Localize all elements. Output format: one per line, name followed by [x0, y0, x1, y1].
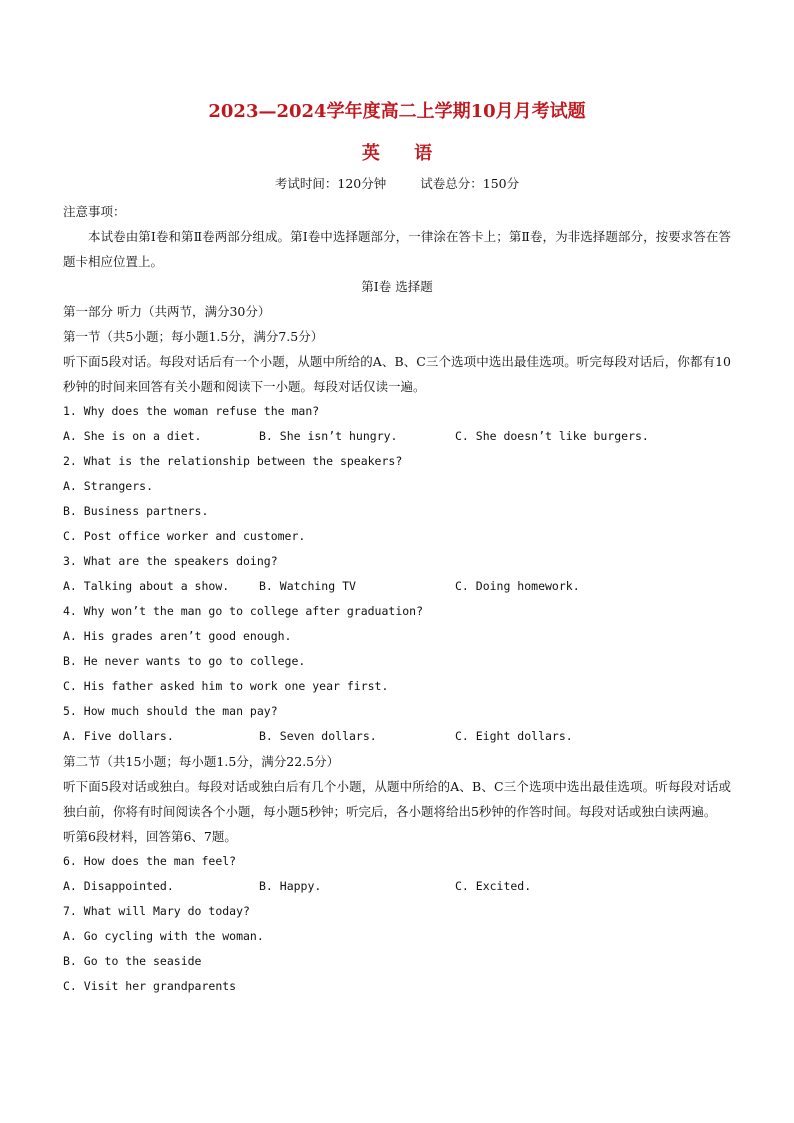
- subject-title: 英 语: [361, 143, 447, 164]
- question-4-stem: 4. Why won’t the man go to college after graduation?: [63, 604, 424, 618]
- section1-heading: 第一节（共5小题；每小题1.5分，满分7.5分）: [63, 329, 324, 344]
- option-b: B. He never wants to go to college.: [63, 654, 306, 668]
- exam-meta: [0, 174, 794, 192]
- notes-heading: 注意事项：: [63, 204, 126, 219]
- option-b: B. Watching TV: [259, 579, 356, 593]
- exam-body: [63, 199, 731, 999]
- notes-text: 本试卷由第Ⅰ卷和第Ⅱ卷两部分组成。第Ⅰ卷中选择题部分，一律涂在答卡上；第Ⅱ卷，为非选择题部分，按要求答在答题卡相应位置上。: [63, 229, 731, 269]
- section2-heading: 第二节（共15小题；每小题1.5分，满分22.5分）: [63, 754, 340, 769]
- question-5-options: [63, 724, 731, 749]
- option-c: C. Doing homework.: [455, 579, 580, 593]
- option-b: B. Go to the seaside: [63, 954, 202, 968]
- part-heading: 第一部分 听力（共两节，满分30分）: [63, 304, 271, 319]
- question-7-stem: 7. What will Mary do today?: [63, 904, 250, 918]
- option-a: A. His grades aren’t good enough.: [63, 629, 292, 643]
- exam-score: 试卷总分：150分: [420, 176, 520, 191]
- option-c: C. Post office worker and customer.: [63, 529, 306, 543]
- question-6-options: [63, 874, 731, 899]
- option-c: C. She doesn’t like burgers.: [455, 429, 649, 443]
- option-a: A. Talking about a show.: [63, 579, 230, 593]
- option-a: A. Go cycling with the woman.: [63, 929, 264, 943]
- material-note: 听第6段材料，回答第6、7题。: [63, 829, 237, 844]
- option-c: C. Visit her grandparents: [63, 979, 237, 993]
- option-b: B. She isn’t hungry.: [259, 429, 398, 443]
- section2-instructions: 听下面5段对话或独白。每段对话或独白后有几个小题，从题中所给的A、B、C三个选项中选出最佳选项。听每段对话或独白前，你将有时间阅读各个小题，每小题5秒钟；听完后，各小题将给出5秒钟的作答时间。每段对话或独白读两遍。: [63, 779, 731, 819]
- question-6-stem: 6. How does the man feel?: [63, 854, 237, 868]
- option-b: B. Business partners.: [63, 504, 209, 518]
- option-a: A. Strangers.: [63, 479, 154, 493]
- option-b: B. Happy.: [259, 879, 322, 893]
- section1-instructions: 听下面5段对话。每段对话后有一个小题，从题中所给的A、B、C三个选项中选出最佳选项。听完每段对话后，你都有10秒钟的时间来回答有关小题和阅读下一小题。每段对话仅读一遍。: [63, 354, 731, 394]
- exam-time: 考试时间：120分钟: [274, 176, 387, 191]
- option-a: A. Five dollars.: [63, 729, 174, 743]
- option-c: C. His father asked him to work one year first.: [63, 679, 389, 693]
- question-1-options: [63, 424, 731, 449]
- question-3-stem: 3. What are the speakers doing?: [63, 554, 278, 568]
- option-a: A. She is on a diet.: [63, 429, 202, 443]
- option-c: C. Excited.: [455, 879, 532, 893]
- volume-heading: 第Ⅰ卷 选择题: [361, 279, 433, 294]
- question-3-options: [63, 574, 731, 599]
- question-5-stem: 5. How much should the man pay?: [63, 704, 278, 718]
- exam-title: 2023—2024学年度高二上学期10月月考试题: [208, 101, 586, 122]
- question-1-stem: 1. Why does the woman refuse the man?: [63, 404, 320, 418]
- option-c: C. Eight dollars.: [455, 729, 573, 743]
- question-2-stem: 2. What is the relationship between the speakers?: [63, 454, 403, 468]
- option-b: B. Seven dollars.: [259, 729, 377, 743]
- option-a: A. Disappointed.: [63, 879, 174, 893]
